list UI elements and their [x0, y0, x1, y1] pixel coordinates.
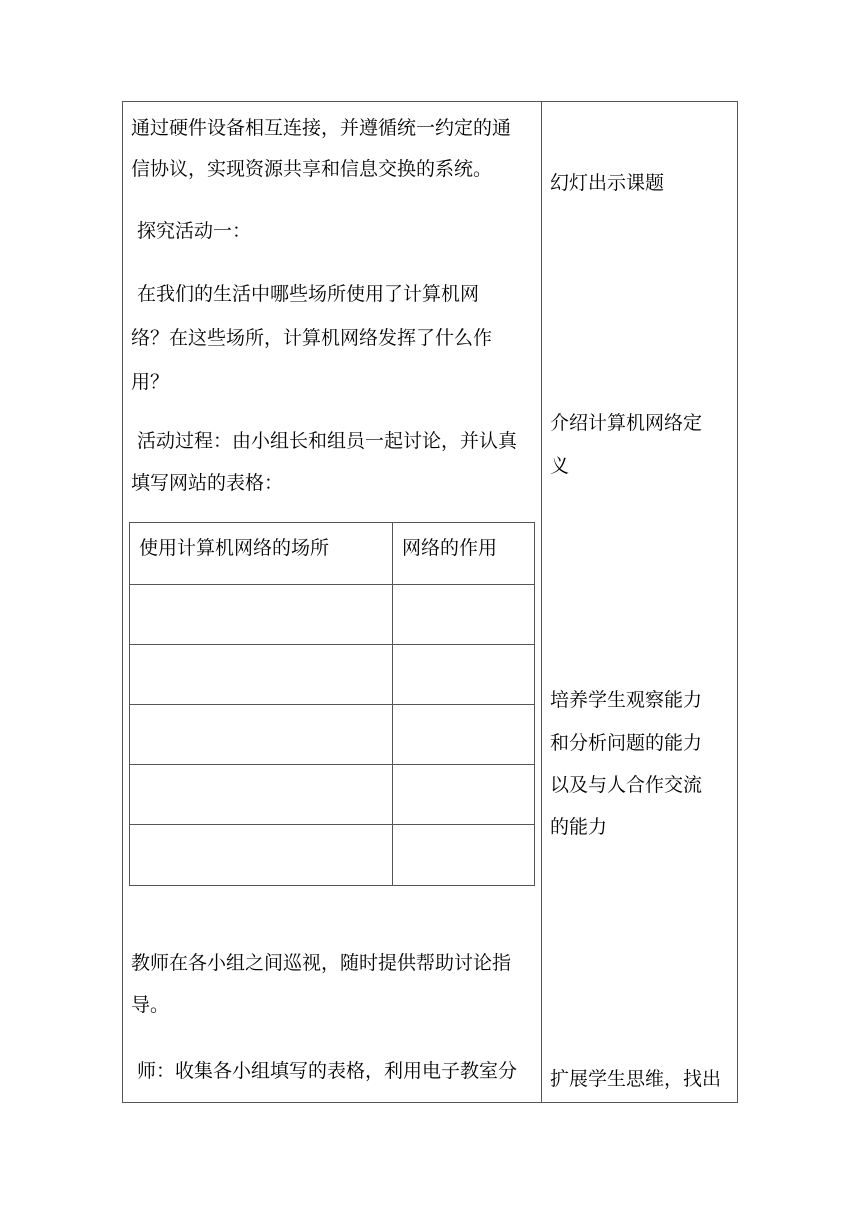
table-header-row [130, 523, 535, 585]
activity-heading: 探究活动一： [137, 220, 252, 242]
question-line-1: 在我们的生活中哪些场所使用了计算机网 [137, 283, 480, 305]
role-cell [393, 645, 535, 705]
note-ability-line-3: 以及与人合作交流 [550, 774, 703, 796]
question-line-3: 用？ [131, 371, 170, 393]
column-divider [541, 101, 542, 1103]
table-row [130, 765, 535, 825]
role-value [393, 645, 534, 659]
role-cell [393, 585, 535, 645]
place-value [130, 585, 392, 599]
table-row [130, 705, 535, 765]
role-value [393, 585, 534, 599]
header-role-cell [393, 523, 535, 585]
process-line-2: 填写网站的表格： [131, 472, 284, 494]
role-cell [393, 825, 535, 886]
table-row [130, 825, 535, 886]
role-cell [393, 765, 535, 825]
collect-line: 师：收集各小组填写的表格，利用电子教室分 [137, 1060, 518, 1082]
place-cell [130, 765, 393, 825]
note-definition-line-1: 介绍计算机网络定 [550, 412, 703, 434]
place-cell [130, 585, 393, 645]
place-cell [130, 705, 393, 765]
question-line-2: 络？在这些场所，计算机网络发挥了什么作 [131, 327, 493, 349]
note-slide-title: 幻灯出示课题 [550, 172, 665, 194]
place-value [130, 825, 392, 839]
role-value [393, 765, 534, 779]
note-definition-line-2: 义 [550, 455, 570, 477]
place-value [130, 705, 392, 719]
process-line-1: 活动过程：由小组长和组员一起讨论，并认真 [137, 430, 518, 452]
definition-line-1: 通过硬件设备相互连接，并遵循统一约定的通 [131, 117, 512, 139]
note-ability-line-1: 培养学生观察能力 [550, 689, 703, 711]
header-place: 使用计算机网络的场所 [139, 537, 330, 559]
table-row [130, 585, 535, 645]
teacher-line-1: 教师在各小组之间巡视，随时提供帮助讨论指 [131, 952, 512, 974]
role-cell [393, 705, 535, 765]
note-ability-line-2: 和分析问题的能力 [550, 732, 703, 754]
header-role: 网络的作用 [402, 537, 498, 559]
definition-line-2: 信协议，实现资源共享和信息交换的系统。 [131, 158, 493, 180]
place-cell [130, 825, 393, 886]
table-row [130, 645, 535, 705]
place-value [130, 645, 392, 659]
note-extend-thinking: 扩展学生思维，找出 [550, 1068, 722, 1090]
role-value [393, 705, 534, 719]
activity-worksheet-table [129, 522, 535, 886]
place-cell [130, 645, 393, 705]
note-ability-line-4: 的能力 [550, 816, 608, 838]
place-value [130, 765, 392, 779]
header-place-cell [130, 523, 393, 585]
teacher-line-2: 导。 [131, 994, 170, 1016]
role-value [393, 825, 534, 839]
